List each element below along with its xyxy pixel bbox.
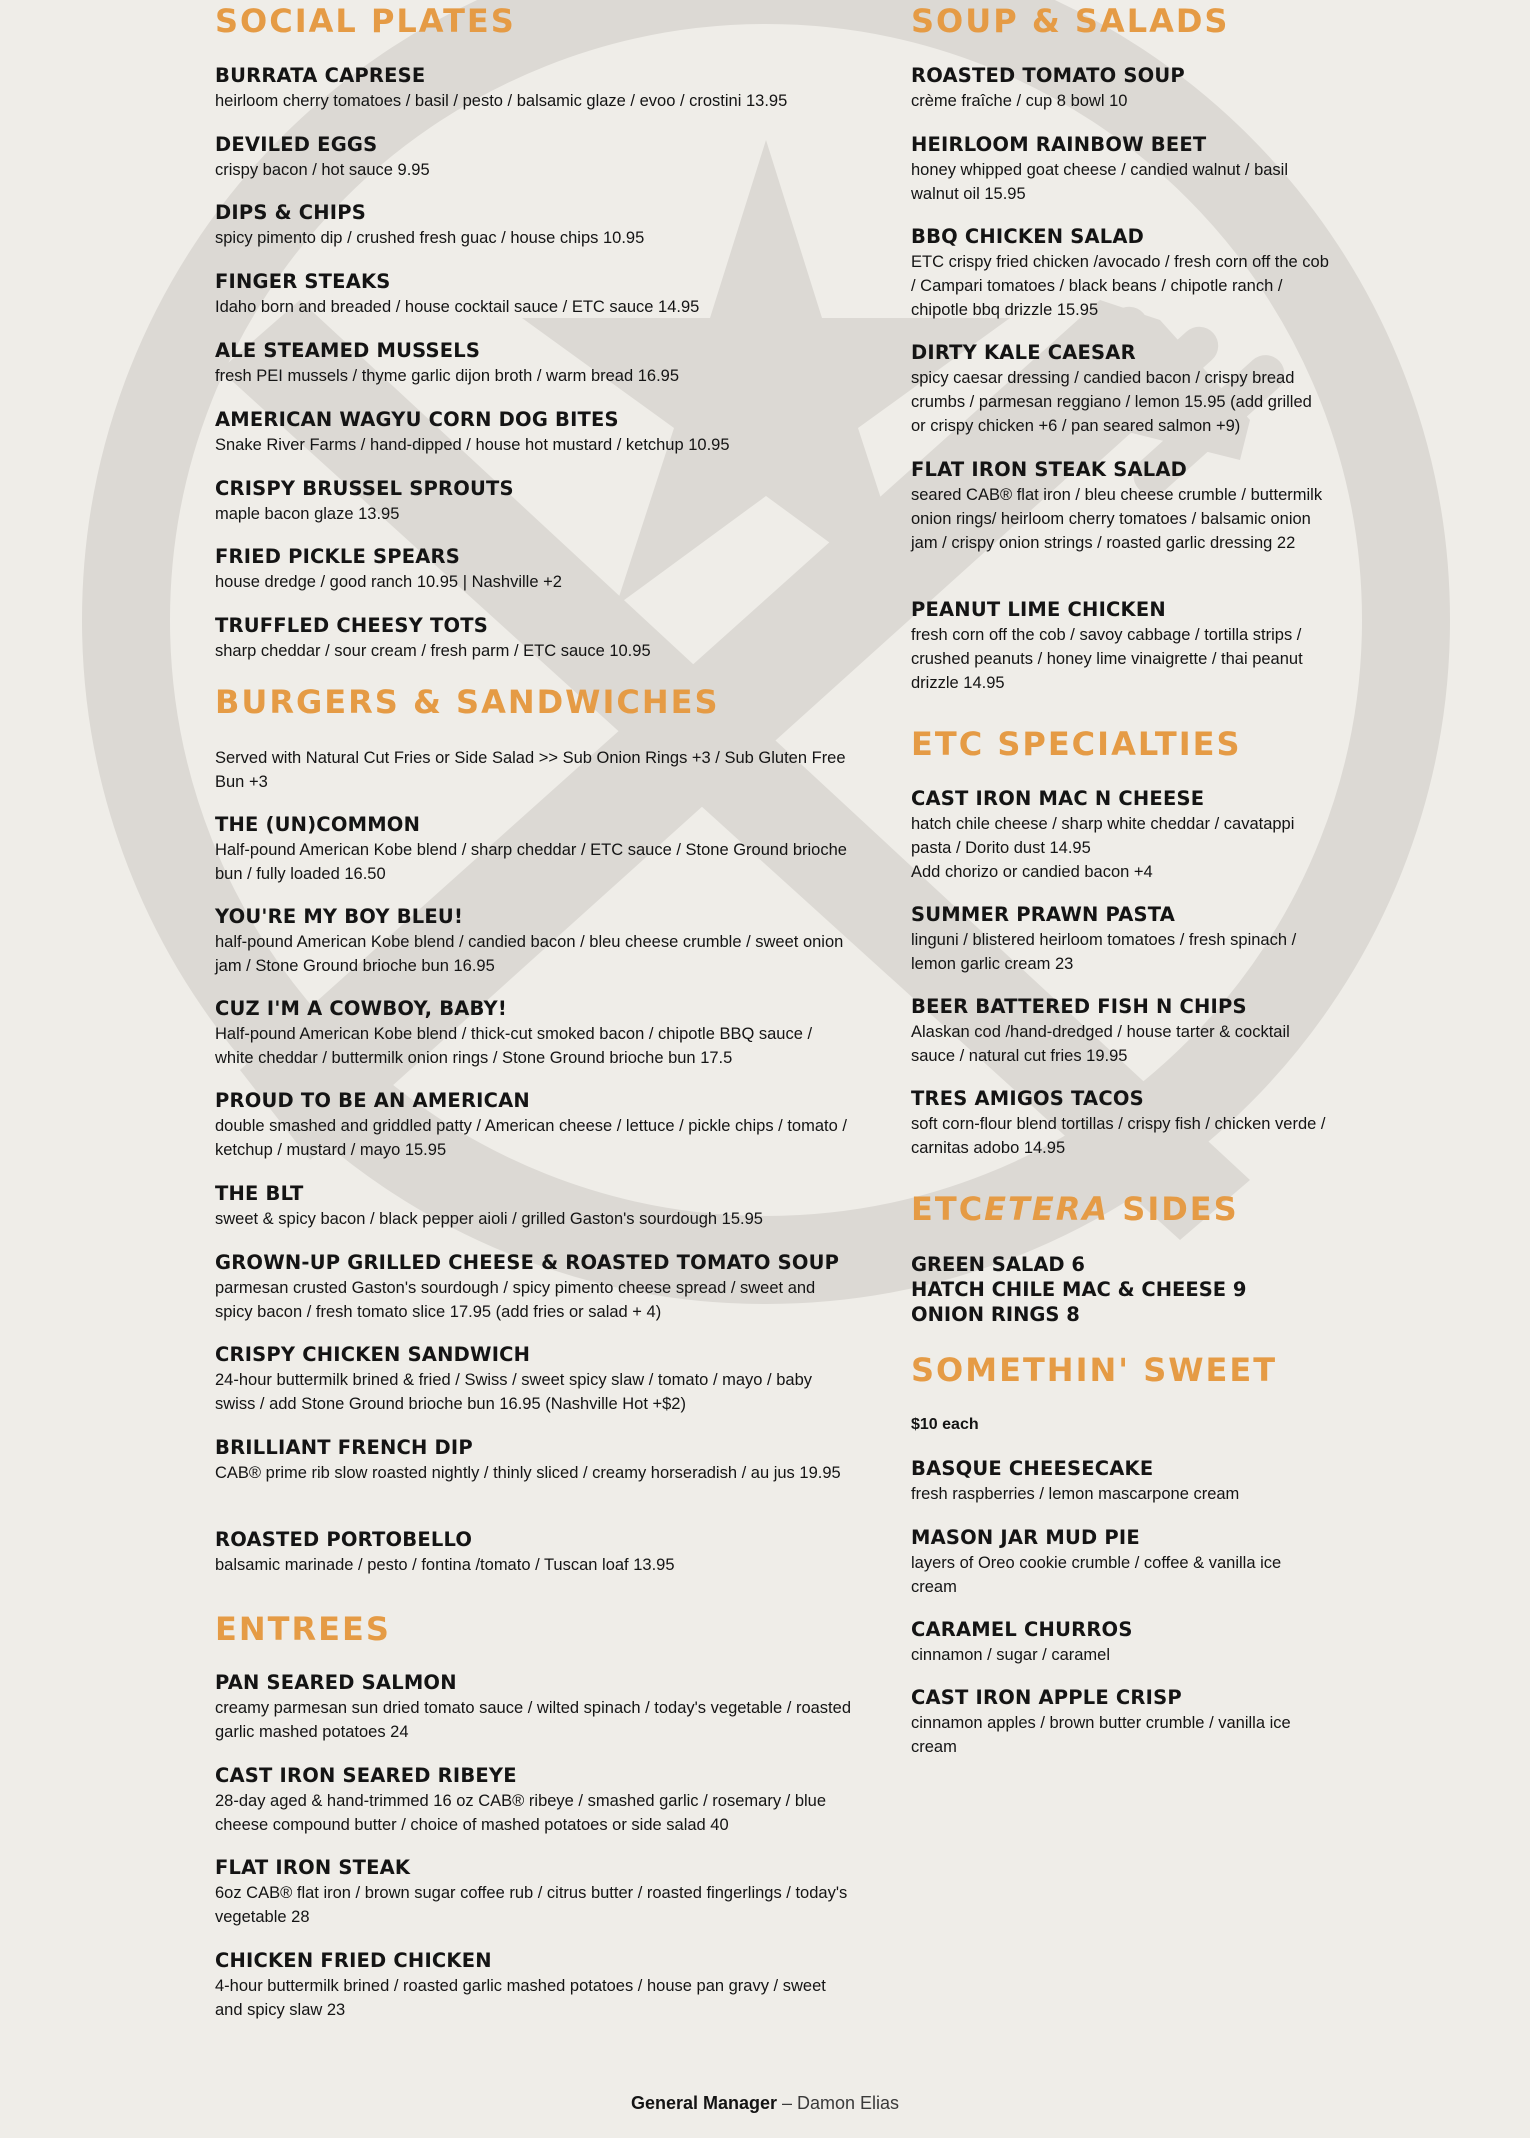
section-note: Served with Natural Cut Fries or Side Salad >> Sub Onion Rings +3 / Sub Gluten Free Bun +3 (215, 749, 846, 791)
social-plates-item (215, 476, 855, 526)
social-plates-item (215, 269, 855, 319)
item-name: GROWN-UP GRILLED CHEESE & ROASTED TOMATO SOUP (215, 1251, 840, 1274)
item-desc: seared CAB® flat iron / bleu cheese crumble / buttermilk onion rings/ heirloom cherry tomatoes / balsamic onion jam / crispy onion strings / roasted garlic dressing 22 (911, 486, 1323, 552)
footer-person: Damon Elias (797, 2093, 900, 2113)
burgers-item (215, 812, 855, 886)
item-name: ROASTED TOMATO SOUP (911, 64, 1185, 87)
burgers-item (215, 996, 855, 1070)
footer-role: General Manager (630, 2093, 777, 2113)
specialties-section (911, 725, 1331, 763)
burgers-item (215, 904, 855, 978)
item-desc: sweet & spicy bacon / black pepper aioli / grilled Gaston's sourdough 15.95 (215, 1210, 763, 1228)
item-desc: 28-day aged & hand-trimmed 16 oz CAB® ribeye / smashed garlic / rosemary / blue cheese compound butter / choice of mashed potatoes or side salad 40 (215, 1792, 827, 1834)
item-extra: Add chorizo or candied bacon +4 (911, 863, 1153, 881)
item-name: MASON JAR MUD PIE (911, 1526, 1140, 1549)
footer-separator: – (777, 2093, 798, 2113)
sides-title-part3: SIDES (1109, 1190, 1239, 1228)
item-desc: 24-hour buttermilk brined & fried / Swiss / sweet spicy slaw / tomato / mayo / baby swiss / add Stone Ground brioche bun 16.95 (Nashville Hot +$2) (215, 1371, 812, 1413)
item-desc: CAB® prime rib slow roasted nightly / thinly sliced / creamy horseradish / au jus 19.95 (215, 1464, 841, 1482)
item-name: BRILLIANT FRENCH DIP (215, 1436, 473, 1459)
item-desc: heirloom cherry tomatoes / basil / pesto / balsamic glaze / evoo / crostini 13.95 (215, 92, 788, 110)
item-desc: balsamic marinade / pesto / fontina /tomato / Tuscan loaf 13.95 (215, 1556, 675, 1574)
social-plates-item (215, 338, 855, 388)
item-name: DIRTY KALE CAESAR (911, 341, 1136, 364)
item-desc: crispy bacon / hot sauce 9.95 (215, 161, 430, 179)
social-plates-item (215, 200, 855, 250)
item-desc: double smashed and griddled patty / American cheese / lettuce / pickle chips / tomato / ketchup / mustard / mayo 15.95 (215, 1117, 847, 1159)
item-name: FRIED PICKLE SPEARS (215, 545, 460, 568)
burgers-item (215, 1527, 855, 1577)
item-name: PROUD TO BE AN AMERICAN (215, 1089, 530, 1112)
social-plates-item (215, 613, 855, 663)
social-plates-item (215, 407, 855, 457)
item-name: CRISPY CHICKEN SANDWICH (215, 1343, 531, 1366)
side-item: HATCH CHILE MAC & CHEESE 9 (911, 1278, 1247, 1301)
item-desc: honey whipped goat cheese / candied walnut / basil walnut oil 15.95 (911, 161, 1289, 203)
item-name: FLAT IRON STEAK (215, 1856, 411, 1879)
item-name: TRUFFLED CHEESY TOTS (215, 614, 488, 637)
entrees-section (215, 1610, 855, 1648)
item-desc: spicy pimento dip / crushed fresh guac / house chips 10.95 (215, 229, 645, 247)
item-desc: fresh PEI mussels / thyme garlic dijon broth / warm bread 16.95 (215, 367, 680, 385)
item-name: ROASTED PORTOBELLO (215, 1528, 473, 1551)
soups-item (911, 132, 1331, 206)
sweet-section (911, 1351, 1331, 1389)
item-name: DIPS & CHIPS (215, 201, 366, 224)
item-name: CUZ I'M A COWBOY, BABY! (215, 997, 507, 1020)
specialties-item (911, 902, 1331, 976)
burgers-item (215, 1181, 855, 1231)
item-desc: cinnamon / sugar / caramel (911, 1646, 1111, 1664)
entrees-item (215, 1948, 855, 2022)
item-name: THE (UN)COMMON (215, 813, 421, 836)
item-desc: spicy caesar dressing / candied bacon / crispy bread crumbs / parmesan reggiano / lemon 15.95 (add grilled or crispy chicken +6 / pan seared salmon +9) (911, 369, 1312, 435)
sweet-item (911, 1525, 1331, 1599)
section-title-entrees: ENTREES (215, 1610, 391, 1648)
burgers-item (215, 1250, 855, 1324)
social-plates-item (215, 544, 855, 594)
soups-item (911, 340, 1331, 438)
item-name: HEIRLOOM RAINBOW BEET (911, 133, 1207, 156)
item-name: PAN SEARED SALMON (215, 1671, 457, 1694)
sides-title-part2: ETERA (984, 1190, 1110, 1228)
social-plates-section (215, 2, 855, 40)
item-desc: cinnamon apples / brown butter crumble / vanilla ice cream (911, 1714, 1291, 1756)
item-desc: maple bacon glaze 13.95 (215, 505, 400, 523)
item-name: BEER BATTERED FISH N CHIPS (911, 995, 1247, 1018)
item-desc: house dredge / good ranch 10.95 | Nashville +2 (215, 573, 562, 591)
sides-list (911, 1252, 1331, 1327)
item-desc: fresh raspberries / lemon mascarpone cream (911, 1485, 1240, 1503)
item-desc: linguni / blistered heirloom tomatoes / fresh spinach / lemon garlic cream 23 (911, 931, 1297, 973)
item-desc: Half-pound American Kobe blend / sharp cheddar / ETC sauce / Stone Ground brioche bun / fully loaded 16.50 (215, 841, 847, 883)
item-name: TRES AMIGOS TACOS (911, 1087, 1144, 1110)
item-desc: creamy parmesan sun dried tomato sauce / wilted spinach / today's vegetable / roasted garlic mashed potatoes 24 (215, 1699, 851, 1741)
soups-item (911, 597, 1331, 695)
burgers-item (215, 1088, 855, 1162)
soups-item (911, 457, 1331, 555)
burgers-item (215, 1435, 855, 1485)
side-item: ONION RINGS 8 (911, 1303, 1080, 1326)
entrees-item (215, 1855, 855, 1929)
item-desc: layers of Oreo cookie crumble / coffee & vanilla ice cream (911, 1554, 1282, 1596)
section-title-sides (911, 1190, 1331, 1228)
item-desc: crème fraîche / cup 8 bowl 10 (911, 92, 1128, 110)
item-name: THE BLT (215, 1182, 304, 1205)
soups-item (911, 63, 1331, 113)
section-title-social-plates: SOCIAL PLATES (215, 2, 516, 40)
item-name: BASQUE CHEESECAKE (911, 1457, 1154, 1480)
burgers-section (215, 683, 855, 721)
item-desc: fresh corn off the cob / savoy cabbage / tortilla strips / crushed peanuts / honey lime vinaigrette / thai peanut drizzle 14.95 (911, 626, 1303, 692)
item-name: BBQ CHICKEN SALAD (911, 225, 1145, 248)
item-desc: 6oz CAB® flat iron / brown sugar coffee rub / citrus butter / roasted fingerlings / today's vegetable 28 (215, 1884, 848, 1926)
sweet-item (911, 1617, 1331, 1667)
item-desc: Half-pound American Kobe blend / thick-cut smoked bacon / chipotle BBQ sauce / white cheddar / buttermilk onion rings / Stone Ground brioche bun 17.5 (215, 1025, 813, 1067)
sweet-item (911, 1685, 1331, 1759)
burgers-note (215, 746, 855, 794)
item-name: CAST IRON APPLE CRISP (911, 1686, 1182, 1709)
section-title-specialties: ETC SPECIALTIES (911, 725, 1242, 763)
soups-section (911, 2, 1331, 40)
item-name: ALE STEAMED MUSSELS (215, 339, 481, 362)
social-plates-item (215, 132, 855, 182)
item-name: SUMMER PRAWN PASTA (911, 903, 1176, 926)
entrees-item (215, 1670, 855, 1744)
item-name: FINGER STEAKS (215, 270, 391, 293)
section-title-soups: SOUP & SALADS (911, 2, 1230, 40)
item-name: FLAT IRON STEAK SALAD (911, 458, 1188, 481)
sweet-note (911, 1416, 1331, 1434)
item-desc: ETC crispy fried chicken /avocado / fresh corn off the cob / Campari tomatoes / black beans / chipotle ranch / chipotle bbq drizzle 15.95 (911, 253, 1329, 319)
item-desc: Idaho born and breaded / house cocktail sauce / ETC sauce 14.95 (215, 298, 700, 316)
item-desc: soft corn-flour blend tortillas / crispy fish / chicken verde / carnitas adobo 14.95 (911, 1115, 1326, 1157)
item-name: CAST IRON MAC N CHEESE (911, 787, 1205, 810)
entrees-item (215, 1763, 855, 1837)
item-desc: hatch chile cheese / sharp white cheddar / cavatappi pasta / Dorito dust 14.95 (911, 815, 1295, 857)
item-name: DEVILED EGGS (215, 133, 378, 156)
item-desc: Snake River Farms / hand-dipped / house hot mustard / ketchup 10.95 (215, 436, 730, 454)
burgers-item (215, 1342, 855, 1416)
item-name: CARAMEL CHURROS (911, 1618, 1133, 1641)
section-title-sweet: SOMETHIN' SWEET (911, 1351, 1278, 1389)
section-note: $10 each (911, 1416, 979, 1433)
social-plates-item (215, 63, 855, 113)
specialties-item (911, 994, 1331, 1068)
item-desc: 4-hour buttermilk brined / roasted garlic mashed potatoes / house pan gravy / sweet and spicy slaw 23 (215, 1977, 826, 2019)
item-desc: sharp cheddar / sour cream / fresh parm / ETC sauce 10.95 (215, 642, 651, 660)
item-name: CRISPY BRUSSEL SPROUTS (215, 477, 514, 500)
section-title-burgers: BURGERS & SANDWICHES (215, 683, 720, 721)
specialties-item (911, 1086, 1331, 1160)
specialties-item (911, 786, 1331, 884)
soups-item (911, 224, 1331, 322)
item-name: BURRATA CAPRESE (215, 64, 426, 87)
sweet-item (911, 1456, 1331, 1506)
item-desc: parmesan crusted Gaston's sourdough / spicy pimento cheese spread / sweet and spicy bacon / fresh tomato slice 17.95 (add fries or salad + 4) (215, 1279, 816, 1321)
item-name: PEANUT LIME CHICKEN (911, 598, 1166, 621)
side-item: GREEN SALAD 6 (911, 1253, 1085, 1276)
sides-title-part1: ETC (911, 1190, 985, 1228)
sides-section (911, 1190, 1331, 1228)
item-desc: half-pound American Kobe blend / candied bacon / bleu cheese crumble / sweet onion jam / Stone Ground brioche bun 16.95 (215, 933, 844, 975)
item-name: CHICKEN FRIED CHICKEN (215, 1949, 492, 1972)
item-name: AMERICAN WAGYU CORN DOG BITES (215, 408, 619, 431)
item-desc: Alaskan cod /hand-dredged / house tarter & cocktail sauce / natural cut fries 19.95 (911, 1023, 1290, 1065)
item-name: YOU'RE MY BOY BLEU! (215, 905, 464, 928)
footer-credit (0, 2091, 1530, 2115)
item-name: CAST IRON SEARED RIBEYE (215, 1764, 517, 1787)
